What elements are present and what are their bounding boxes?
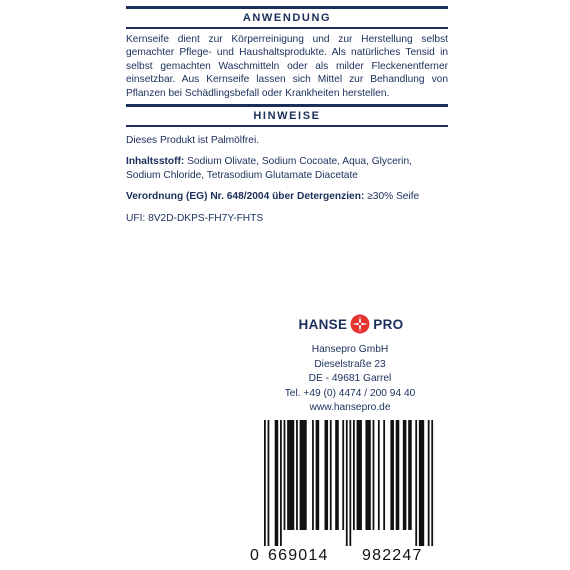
barcode-bar [264,420,266,546]
barcode-bars [250,420,446,548]
brand-name-right: PRO [373,316,404,332]
barcode-bar [373,420,375,530]
barcode-bar [312,420,314,530]
brand-logo [282,313,420,335]
barcode-bar [296,420,298,530]
barcode-bar [403,420,407,530]
barcode-bar [284,420,286,530]
barcode-bar [280,420,282,546]
barcode-bar [330,420,332,530]
barcode-bar [408,420,412,530]
ingredients-text: Sodium Olivate, Sodium Cocoate, Aqua, Glycerin, Sodium Chloride, Tetrasodium Glutamate Diacetate [126,156,412,181]
section-title-hinweise: HINWEISE [253,110,321,123]
barcode-bar [287,420,294,530]
barcode-bar [378,420,380,530]
section-rule [126,27,448,29]
barcode-bar [365,420,370,530]
barcode-bar [275,420,279,546]
ingredients [126,155,448,182]
barcode-right-digits: 982247 [362,547,423,564]
barcode-bar [316,420,320,530]
barcode-lead-digit: 0 [250,547,261,564]
regulation-label: Verordnung (EG) Nr. 648/2004 über Detergenzien: [126,191,365,203]
section-title-anwendung: ANWENDUNG [242,12,332,24]
city: DE - 49681 Garrel [308,373,392,384]
barcode-bar [342,420,344,530]
regulation [126,190,448,203]
compass-star-icon [350,314,370,334]
brand-name-left: HANSE [298,316,348,332]
barcode-bar [419,420,424,546]
barcode-bar [357,420,362,530]
barcode-left-digits: 669014 [268,547,329,564]
barcode-bar [396,420,400,530]
regulation-text: ≥30% Seife [367,191,420,203]
barcode-bar [349,420,351,546]
palm-oil-note: Dieses Produkt ist Palmölfrei. [126,135,260,147]
company-name: Hansepro GmbH [311,344,389,355]
website: www.hansepro.de [309,402,391,413]
barcode-bar [390,420,394,530]
barcode [250,420,446,568]
barcode-bar [383,420,385,530]
ufi-code: UFI: 8V2D-DKPS-FH7Y-FHTS [126,212,264,224]
barcode-bar [268,420,270,546]
phone: Tel. +49 (0) 4474 / 200 94 40 [284,387,416,399]
barcode-bar [431,420,433,546]
barcode-bar [428,420,430,546]
ingredients-label: Inhaltsstoff: [126,156,185,168]
street: Dieselstraße 23 [314,358,386,370]
barcode-bar [415,420,417,546]
address-block [262,343,438,416]
barcode-bar [353,420,355,530]
barcode-bar [325,420,329,530]
product-label [126,0,448,225]
anwendung-text: Kernseife dient zur Körperreinigung und zur Herstellung selbst gemachter Pflege- und Haushaltsprodukte. Als natürliches Tensid in selbst gemachten Waschmitteln oder als milder Fleckenentferner einsetzbar. Aus Kernseife lassen sich Mittel zur Behandlung von Pflanzen bei Schädlingsbefall oder Krankheiten herstellen. [126,34,448,99]
barcode-bar [300,420,307,530]
barcode-bar [335,420,339,530]
barcode-bar [346,420,348,546]
